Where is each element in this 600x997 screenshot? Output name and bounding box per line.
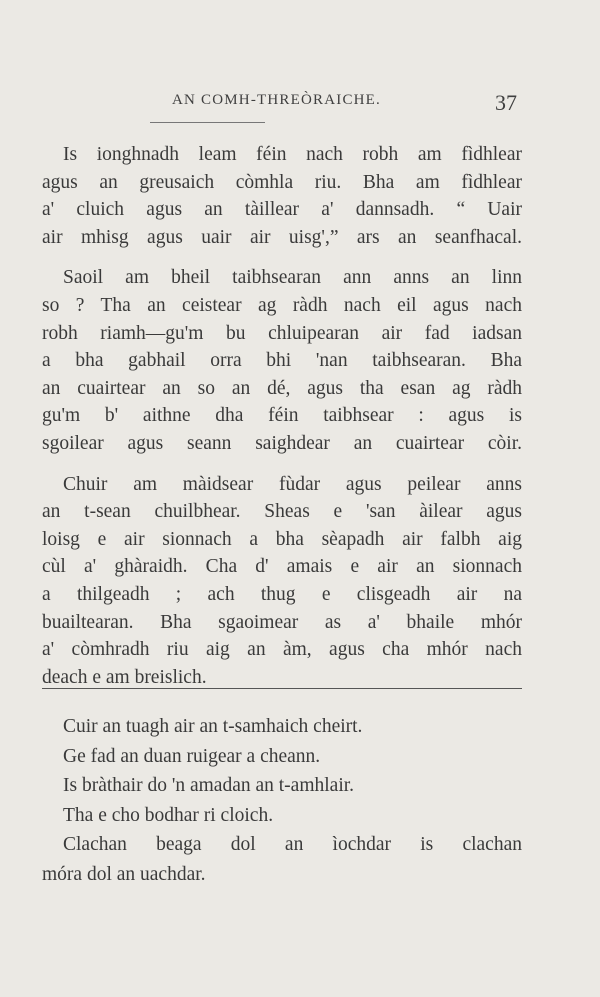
running-title: AN COMH-THREÒRAICHE. [172,92,381,108]
text-line: an t-sean chuilbhear. Sheas e 'san àilear agus [42,501,522,523]
proverb-line: Is bràthair do 'n amadan an t-amhlair. [63,775,355,797]
proverb-line: Clachan beaga dol an ìochdar is clachan [63,834,522,856]
page-number: 37 [495,90,517,115]
text-line: buailtearan. Bha sgaoimear as a' bhaile mhór [42,611,522,633]
text-line: so ? Tha an ceistear ag ràdh nach eil agus nach [42,294,522,316]
proverbs-list [42,712,522,890]
section-divider [42,688,522,689]
text-line: loisg e air sionnach a bha sèapadh air falbh aig [42,528,522,550]
text-line: a bha gabhail orra bhi 'nan taibhsearan. Bha [42,350,522,372]
text-line: deach e am breislich. [42,666,207,688]
paragraph-3 [42,471,522,692]
text-line: Is ionghnadh leam féin nach robh am fìdhlear [63,144,522,165]
paragraph-2 [42,264,522,457]
header-rule [150,122,265,123]
text-line: Chuir am màidsear fùdar agus peilear anns [63,473,522,495]
proverb-line: Ge fad an duan ruigear a cheann. [63,745,321,767]
proverb-line: móra dol an uachdar. [42,863,206,885]
proverb-line: Tha e cho bodhar ri cloich. [63,804,274,826]
proverb-line: Cuir an tuagh air an t-samhaich cheirt. [63,716,363,737]
text-line: a' cluich agus an tàillear a' dannsadh. “ Uair [42,199,522,221]
paragraph-1 [42,141,522,251]
text-line: agus an greusaich còmhla riu. Bha am fìdhlear [42,171,522,193]
text-line: robh riamh—gu'm bu chluipearan air fad iadsan [42,322,522,344]
text-line: a thilgeadh ; ach thug e clisgeadh air na [42,583,522,605]
text-line: Saoil am bheil taibhsearan ann anns an linn [63,267,522,289]
text-line: cùl a' ghàraidh. Cha d' amais e air an sionnach [42,556,522,578]
text-line: a' còmhradh riu aig an àm, agus cha mhór nach [42,639,522,661]
text-line: air mhisg agus uair air uisg',” ars an seanfhacal. [42,226,522,248]
proverb-multiline [42,830,522,889]
text-line: gu'm b' aithne dha féin taibhsear : agus is [42,405,522,427]
body-text [42,141,522,704]
text-line: sgoilear agus seann saighdear an cuairtear còir. [42,432,522,454]
text-line: an cuairtear an so an dé, agus tha esan ag ràdh [42,377,522,399]
